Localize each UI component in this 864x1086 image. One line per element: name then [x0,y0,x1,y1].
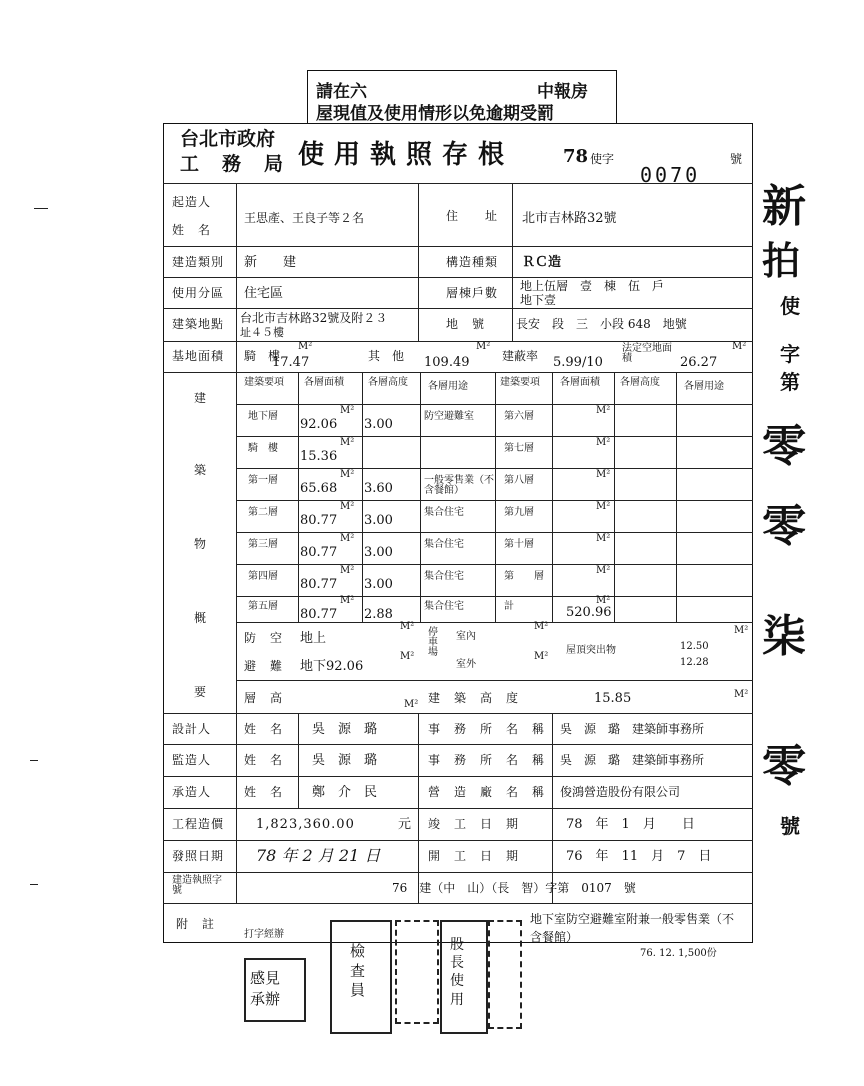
unit-label: M² [400,651,415,662]
site-value: 台北市吉林路32號及附２３ [240,311,388,325]
margin-character: 零 [762,501,806,552]
supervisor-office: 吳 源 璐 建築師事務所 [560,753,705,767]
indoor-label: 室內 [456,631,476,642]
applicant-label-2: 姓 名 [172,223,212,237]
cost-unit: 元 [398,817,412,832]
floor-name: 計 [504,601,514,612]
below-value: 92.06 [326,659,364,674]
lot-value: 長安 段 三 小段 648 地號 [516,317,687,331]
site-value-2: 址４５樓 [240,326,284,339]
stamp-outline [488,920,522,1029]
zone-value: 住宅區 [244,286,284,301]
applicant-name: 王思產、王良子等２名 [244,211,365,225]
grid-line [236,622,753,623]
grid-line [420,372,421,622]
margin-mark [30,760,38,761]
margin-mark [30,884,38,885]
typist-label: 打字經辦 [244,929,284,940]
unit-label: M² [596,437,611,448]
unit-label: M² [404,699,419,710]
grid-line [418,183,419,308]
floor-area: 80.77 [300,513,338,528]
margin-character: 拍 [762,238,801,283]
roof-value-1: 12.50 [680,641,709,652]
legal-open-value: 26.27 [680,355,718,370]
stamp-text: 檢查員 [350,942,366,999]
col-header: 建築要項 [244,377,284,388]
floor-name: 第二層 [248,507,278,518]
floor-name: 第八層 [504,475,534,486]
other-value: 109.49 [424,355,470,370]
grid-line [298,713,299,808]
grid-line [163,713,753,714]
approval-stamp [244,958,306,1022]
margin-character: 零 [762,741,806,792]
unit-label: M² [734,625,749,636]
start-label: 開 工 日 期 [428,849,520,863]
floor-area: 92.06 [300,417,338,432]
col-header: 各層面積 [304,377,344,388]
unit-label: M² [734,689,749,700]
stamp-outline [395,920,439,1024]
floor-height: 3.00 [364,513,393,528]
address-value: 北市吉林路32號 [522,211,617,226]
build-height-label: 建 築 高 度 [428,691,520,705]
below-label: 地下 [300,659,327,674]
year-prefix: 78 [563,146,589,167]
supervisor-label: 監造人 [172,753,212,767]
grid-line [495,372,496,622]
permit-value: 76 建（中 山）（長 智）字第 0107 號 [392,881,636,895]
storey-height-label: 層 高 [244,691,284,705]
issue-value: 78 年 2 月 21 日 [256,846,381,865]
unit-label: M² [596,469,611,480]
unit-label: M² [596,595,611,606]
contractor-firm: 俊鴻營造股份有限公司 [560,785,681,799]
unit-label: M² [340,565,355,576]
grid-line [163,840,753,841]
floors-value-2: 地下壹 [520,293,557,307]
grid-line [418,713,419,903]
floor-name: 第 層 [504,571,544,582]
unit-label: M² [732,341,747,352]
zone-label: 使用分區 [172,286,225,300]
complete-label: 竣 工 日 期 [428,817,520,831]
stamp-text: 感見 承辦 [250,969,281,1008]
unit-label: M² [340,533,355,544]
notice-line-1: 請在六 中報房 [316,82,588,102]
side-label-3: 物 [194,537,208,551]
structure-label: 構造種類 [446,255,499,269]
grid-line [614,372,615,622]
unit-label: M² [340,405,355,416]
margin-character: 字 [780,342,800,366]
name-label: 姓 名 [244,722,284,736]
unit-label: M² [340,501,355,512]
floor-use: 防空避難室 [424,411,474,422]
address-label: 住 址 [446,209,499,223]
char-label: 使字 [590,152,615,166]
outdoor-label: 室外 [456,659,476,670]
floor-name: 第九層 [504,507,534,518]
grid-line [676,372,677,622]
unit-label: M² [340,595,355,606]
above-label: 地上 [300,631,327,646]
side-label-2: 築 [194,463,208,477]
floor-height: 2.88 [364,607,393,622]
other-label: 其 他 [368,349,405,363]
agency-name: 台北市政府 [180,128,276,150]
margin-character: 零 [762,421,806,472]
print-line: 76. 12. 1,500份 [640,948,717,959]
issue-label: 發照日期 [172,849,225,863]
notice-line-2: 屋現值及使用情形以免逾期受罰 [316,104,554,124]
note-label: 附 註 [176,917,216,931]
grid-line [236,680,753,681]
margin-character: 第 [780,370,800,394]
structure-value: ＲＣ造 [522,255,562,270]
unit-label: M² [596,405,611,416]
build-height-value: 15.85 [594,691,632,706]
side-label-1: 建 [194,391,208,405]
number-suffix: 號 [730,152,743,166]
grid-line [298,372,299,622]
start-value: 76 年 11 月 7 日 [566,849,712,864]
floor-height: 3.00 [364,577,393,592]
floor-area: 65.68 [300,481,338,496]
total-area: 520.96 [566,605,612,620]
floor-name: 地下層 [248,411,278,422]
arcade-value: 17.47 [272,355,310,370]
floor-area: 80.77 [300,607,338,622]
grid-line [163,872,753,873]
unit-label: M² [340,437,355,448]
unit-label: M² [298,341,313,352]
shelter-label-1: 防 空 [244,631,284,645]
grid-line [163,744,753,745]
floor-area: 80.77 [300,577,338,592]
floor-name: 第四層 [248,571,278,582]
grid-line [236,183,237,903]
build-type-label: 建造類別 [172,255,225,269]
supervisor-name: 吳 源 璐 [312,753,378,768]
cost-label: 工程造價 [172,817,225,831]
legal-open-label: 法定空地面積 [622,343,672,364]
grid-line [163,776,753,777]
floor-area: 15.36 [300,449,338,464]
office-label: 事 務 所 名 稱 [428,722,546,736]
grid-line [163,246,753,247]
unit-label: M² [596,565,611,576]
floor-use: 集合住宅 [424,507,464,518]
applicant-label-1: 起造人 [172,195,212,209]
stamp-text: 股長 使用 [450,937,464,1008]
unit-label: M² [400,621,415,632]
floor-use: 集合住宅 [424,571,464,582]
site-label: 建築地點 [172,317,225,331]
grid-line [163,183,753,184]
name-label: 姓 名 [244,753,284,767]
name-label: 姓 名 [244,785,284,799]
floor-use: 一般零售業（不含餐館） [424,475,494,496]
margin-character: 號 [780,814,800,838]
build-type-value: 新 建 [244,255,297,270]
grid-line [552,713,553,903]
unit-label: M² [596,533,611,544]
grid-line [418,308,419,341]
grid-line [163,308,753,309]
grid-line [163,277,753,278]
col-header: 各層高度 [368,377,408,388]
side-label-5: 要 [194,685,208,699]
lot-label: 地 號 [446,317,486,331]
margin-character: 柒 [762,611,806,662]
base-area-label: 基地面積 [172,349,225,363]
unit-label: M² [596,501,611,512]
grid-line [163,372,753,373]
office-label: 事 務 所 名 稱 [428,753,546,767]
floor-name: 第六層 [504,411,534,422]
designer-label: 設計人 [172,722,212,736]
floor-height: 3.00 [364,545,393,560]
floors-value: 地上伍層 壹 棟 伍 戶 [520,279,665,293]
margin-character: 新 [762,181,806,232]
floors-label: 層棟戶數 [446,286,499,300]
cost-value: 1,823,360.00 [256,817,355,832]
complete-value: 78 年 1 月 日 [566,817,695,832]
arcade-label: 騎 樓 [244,349,281,363]
shelter-label-2: 避 難 [244,659,284,673]
floor-name: 第一層 [248,475,278,486]
margin-mark [34,208,48,209]
grid-line [163,341,753,342]
grid-line [552,372,553,622]
contractor-label: 承造人 [172,785,212,799]
designer-office: 吳 源 璐 建築師事務所 [560,722,705,736]
grid-line [163,808,753,809]
col-header: 建築要項 [500,377,540,388]
col-header: 各層用途 [684,381,724,392]
floor-area: 80.77 [300,545,338,560]
unit-label: M² [340,469,355,480]
firm-label: 營 造 廠 名 稱 [428,785,546,799]
top-notice [307,70,617,124]
floor-name: 第五層 [248,601,278,612]
unit-label: M² [534,621,549,632]
col-header: 各層用途 [428,381,468,392]
floor-use: 集合住宅 [424,539,464,550]
coverage-label: 建蔽率 [502,349,539,363]
floor-name: 第七層 [504,443,534,454]
agency-bureau: 工 務 局 [180,153,286,175]
col-header: 各層高度 [620,377,660,388]
note-value: 地下室防空避難室附兼一般零售業（不含餐館） [530,912,735,944]
chief-stamp [440,920,488,1034]
grid-line [163,903,753,904]
coverage-value: 5.99/10 [553,355,603,370]
certificate-number: 0070 [640,163,701,187]
floor-name: 騎 樓 [248,443,278,454]
floor-name: 第三層 [248,539,278,550]
floor-height: 3.60 [364,481,393,496]
parking-label: 停車場 [428,627,438,658]
floor-use: 集合住宅 [424,601,464,612]
inspector-stamp [330,920,392,1034]
grid-line [512,308,513,341]
grid-line [512,183,513,308]
floor-height: 3.00 [364,417,393,432]
grid-line [362,372,363,622]
floor-name: 第十層 [504,539,534,550]
unit-label: M² [534,651,549,662]
permit-label: 建造執照字 號 [172,875,232,896]
col-header: 各層面積 [560,377,600,388]
side-label-4: 概 [194,611,208,625]
designer-name: 吳 源 璐 [312,722,378,737]
unit-label: M² [476,341,491,352]
roof-value-2: 12.28 [680,657,709,668]
document-title: 使用執照存根 [298,140,515,170]
roof-label: 屋頂突出物 [566,645,616,656]
margin-character: 使 [780,294,800,318]
contractor-name: 鄭 介 民 [312,785,378,800]
